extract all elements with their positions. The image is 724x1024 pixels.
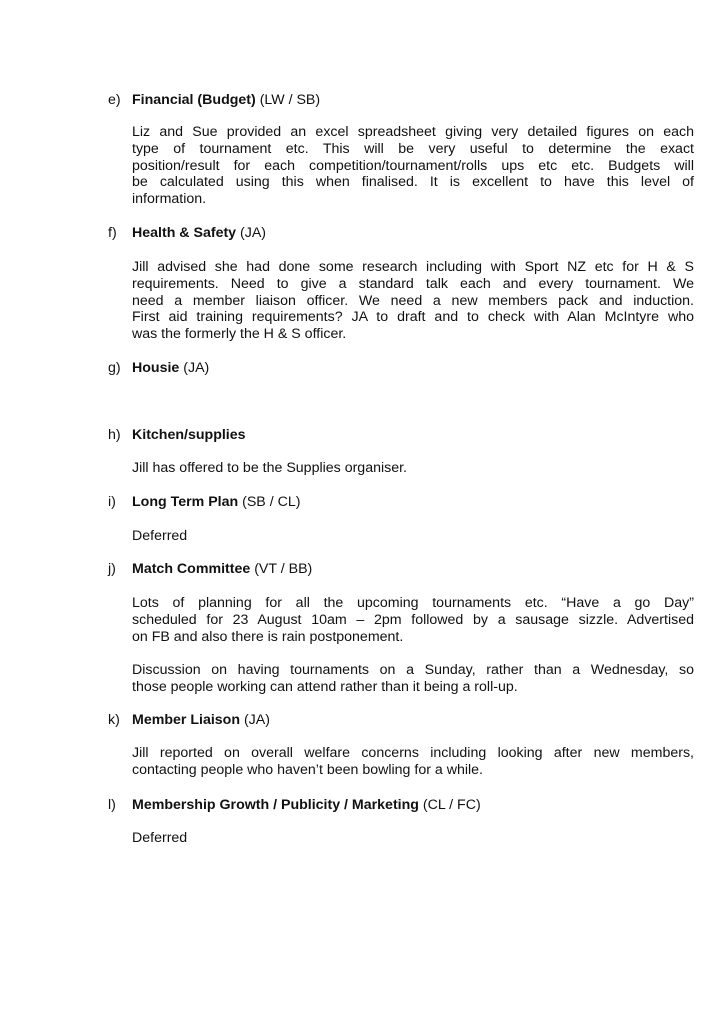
paragraph-line: Liz and Sue provided an excel spreadsheet giving very detailed figures on each <box>132 124 694 140</box>
paragraph-line: Deferred <box>132 528 188 544</box>
item-heading <box>132 561 312 578</box>
paragraph-line: Deferred <box>132 830 188 846</box>
item-paragraph <box>132 528 694 545</box>
item-title: Match Committee <box>132 561 251 577</box>
paragraph-line: scheduled for 23 August 10am – 2pm followed by a sausage sizzle. Advertised <box>132 611 694 628</box>
item-letter: f) <box>108 225 117 241</box>
item-title: Long Term Plan <box>132 494 239 510</box>
item-paragraph <box>132 830 694 847</box>
item-paragraph <box>132 460 694 477</box>
item-initials: (VT / BB) <box>250 561 313 577</box>
paragraph-line: Jill advised she had done some research including with Sport NZ etc for H & S <box>132 259 694 275</box>
item-heading <box>132 427 246 444</box>
item-letter: h) <box>108 427 121 443</box>
paragraph-line: be calculated using this when finalised. It is excellent to have this level of <box>132 174 694 191</box>
item-paragraph <box>132 124 694 208</box>
item-heading <box>132 712 270 729</box>
item-initials: (CL / FC) <box>418 797 481 813</box>
item-initials: (JA) <box>236 225 267 241</box>
item-letter: e) <box>108 92 121 108</box>
item-title: Member Liaison <box>132 712 241 728</box>
paragraph-line: those people working can attend rather than it being a roll-up. <box>132 678 518 695</box>
item-paragraph <box>132 259 694 343</box>
item-paragraph <box>132 745 694 779</box>
item-letter: l) <box>108 797 116 813</box>
item-title: Membership Growth / Publicity / Marketing <box>132 797 419 813</box>
paragraph-line: requirements. Need to give a standard talk each and every tournament. We <box>132 275 694 292</box>
item-heading <box>132 92 320 109</box>
paragraph-line: Jill reported on overall welfare concerns including looking after new members, <box>132 745 694 761</box>
item-initials: (JA) <box>179 360 210 376</box>
item-title: Housie <box>132 360 180 376</box>
item-initials: (JA) <box>240 712 270 728</box>
item-heading <box>132 494 300 511</box>
paragraph-line: Lots of planning for all the upcoming tournaments etc. “Have a go Day” <box>132 595 694 611</box>
paragraph-line: position/result for each competition/tournament/rolls ups etc etc. Budgets will <box>132 157 694 174</box>
item-paragraph <box>132 595 694 645</box>
paragraph-line: type of tournament etc. This will be very useful to determine the exact <box>132 140 694 157</box>
item-title: Health & Safety <box>132 225 237 241</box>
item-title: Kitchen/supplies <box>132 427 246 443</box>
paragraph-line: First aid training requirements? JA to draft and to check with Alan McIntyre who <box>132 309 694 326</box>
paragraph-line: was the formerly the H & S officer. <box>132 326 347 343</box>
item-title: Financial (Budget) <box>132 92 256 108</box>
item-heading <box>132 797 481 814</box>
item-letter: j) <box>108 561 116 577</box>
paragraph-line: on FB and also there is rain postponement. <box>132 628 404 645</box>
paragraph-line: need a member liaison officer. We need a new members pack and induction. <box>132 292 694 309</box>
item-letter: i) <box>108 494 116 510</box>
paragraph-line: contacting people who haven’t been bowling for a while. <box>132 761 483 778</box>
item-letter: g) <box>108 360 121 376</box>
paragraph-line: Jill has offered to be the Supplies organiser. <box>132 460 407 476</box>
item-heading <box>132 360 209 377</box>
item-heading <box>132 225 266 242</box>
paragraph-line: information. <box>132 191 207 208</box>
item-paragraph <box>132 662 694 696</box>
item-initials: (SB / CL) <box>238 494 301 510</box>
paragraph-line: Discussion on having tournaments on a Sunday, rather than a Wednesday, so <box>132 662 694 678</box>
item-initials: (LW / SB) <box>255 92 321 108</box>
item-letter: k) <box>108 712 120 728</box>
